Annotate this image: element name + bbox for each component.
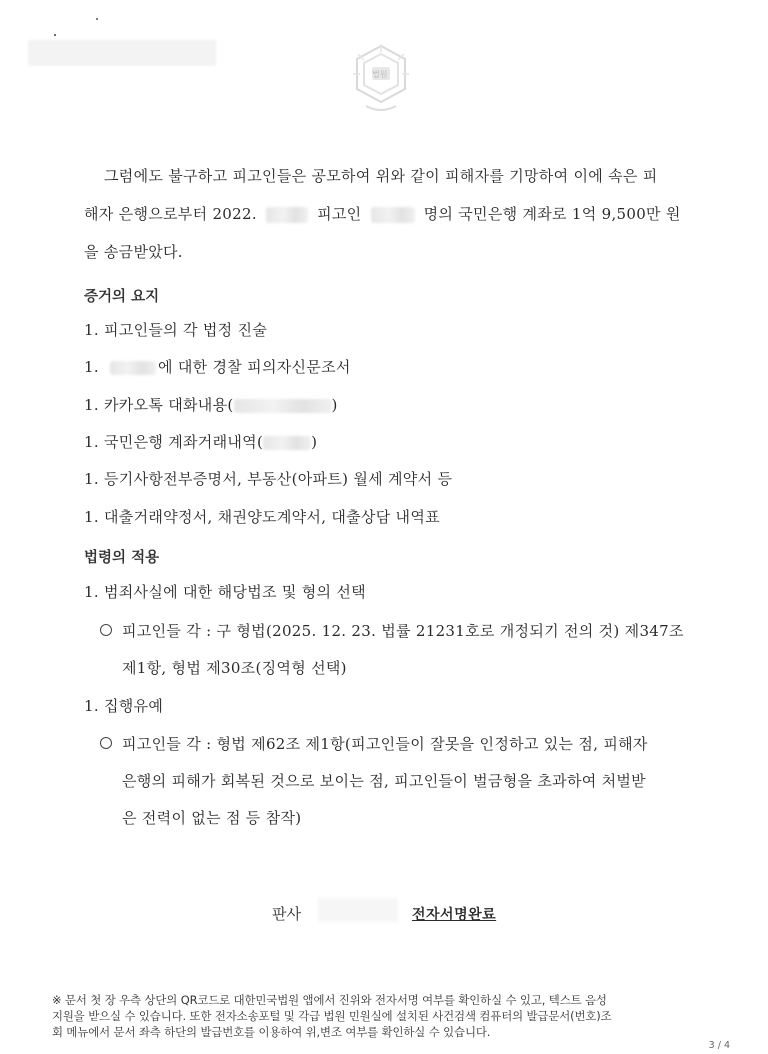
redacted-name (371, 207, 415, 223)
evidence-item-text: 등기사항전부증명서, 부동산(아파트) 월세 계약서 등 (104, 470, 453, 488)
redacted-name (110, 361, 156, 375)
circle-bullet-icon (100, 624, 112, 636)
paragraph-line-2-end: 명의 국민은행 계좌로 1억 9,500만 원 (423, 205, 681, 223)
paragraph-line-2 (84, 204, 681, 224)
evidence-item-number: 1. (84, 508, 99, 526)
law-item-1-detail-line-1 (100, 621, 684, 641)
evidence-item (84, 357, 351, 377)
scan-dot (54, 34, 56, 36)
evidence-item (84, 395, 338, 415)
paragraph-line-1: 그럼에도 불구하고 피고인들은 공모하여 위와 같이 피해자를 기망하여 이에 속은 피 (104, 167, 658, 185)
law-heading: 법령의 적용 (84, 550, 160, 566)
paragraph-line-2-defendant: 피고인 (317, 205, 362, 223)
footer-line-1: ※ 문서 첫 장 우측 상단의 QR코드로 대한민국법원 앱에서 진위와 전자서명 여부를 확인하실 수 있고, 텍스트 음성 (52, 993, 607, 1007)
evidence-item-text-close: ) (311, 433, 318, 451)
evidence-item-text: 에 대한 경찰 피의자신문조서 (158, 358, 351, 376)
law-item-2-detail-line-1 (100, 734, 648, 754)
law-item-2-detail-text: 피고인들 각 : 형법 제62조 제1항(피고인들이 잘못을 인정하고 있는 점, 피해자 (122, 735, 648, 753)
redacted-detail (263, 436, 311, 450)
redacted-judge-name (318, 898, 398, 922)
paragraph-line-2-start: 해자 은행으로부터 2022. (84, 205, 257, 223)
judge-label: 판사 (272, 905, 301, 923)
redacted-detail (234, 399, 332, 413)
law-item-2-detail-line-2: 은행의 피해가 회복된 것으로 보이는 점, 피고인들이 벌금형을 초과하여 처벌받 (122, 772, 646, 790)
seal-text: 법원 (372, 70, 388, 79)
evidence-item-number: 1. (84, 358, 99, 376)
scan-dot (96, 18, 98, 20)
evidence-item (84, 507, 440, 527)
law-item-1: 1. 범죄사실에 대한 해당법조 및 형의 선택 (84, 583, 366, 601)
redacted-date (266, 207, 308, 223)
evidence-item (84, 469, 452, 489)
evidence-item-text: 카카오톡 대화내용( (104, 396, 234, 414)
paragraph-line-3: 을 송금받았다. (84, 243, 183, 261)
evidence-item-text: 대출거래약정서, 채권양도계약서, 대출상담 내역표 (104, 508, 440, 526)
court-seal-watermark (350, 42, 412, 116)
e-signature-complete: 전자서명완료 (412, 907, 497, 923)
law-item-2-detail-line-3: 은 전력이 없는 점 등 참작) (122, 809, 302, 827)
footer-notice (52, 992, 722, 1040)
redacted-header-area (28, 40, 216, 66)
evidence-item-number: 1. (84, 433, 99, 451)
footer-line-3: 회 메뉴에서 문서 좌측 하단의 발급번호를 이용하여 위,변조 여부를 확인하실 수 있습니다. (52, 1025, 491, 1039)
evidence-heading: 증거의 요지 (84, 289, 160, 305)
evidence-item-text-close: ) (331, 396, 338, 414)
evidence-item-number: 1. (84, 470, 99, 488)
circle-bullet-icon (100, 737, 112, 749)
evidence-item-text: 피고인들의 각 법정 진술 (104, 321, 268, 339)
evidence-item (84, 320, 267, 340)
page-number: 3 / 4 (708, 1040, 730, 1051)
law-item-2: 1. 집행유예 (84, 697, 164, 715)
evidence-item-number: 1. (84, 321, 99, 339)
footer-line-2: 지원을 받으실 수 있습니다. 또한 전자소송포털 및 각급 법원 민원실에 설치된 사건검색 컴퓨터의 발급문서(번호)조 (52, 1009, 612, 1023)
law-item-1-detail-text: 피고인들 각 : 구 형법(2025. 12. 23. 법률 21231호로 개정되기 전의 것) 제347조 (122, 622, 684, 640)
law-item-1-detail-line-2: 제1항, 형법 제30조(징역형 선택) (122, 659, 347, 677)
evidence-item (84, 432, 317, 452)
evidence-item-number: 1. (84, 396, 99, 414)
evidence-item-text: 국민은행 계좌거래내역( (104, 433, 264, 451)
